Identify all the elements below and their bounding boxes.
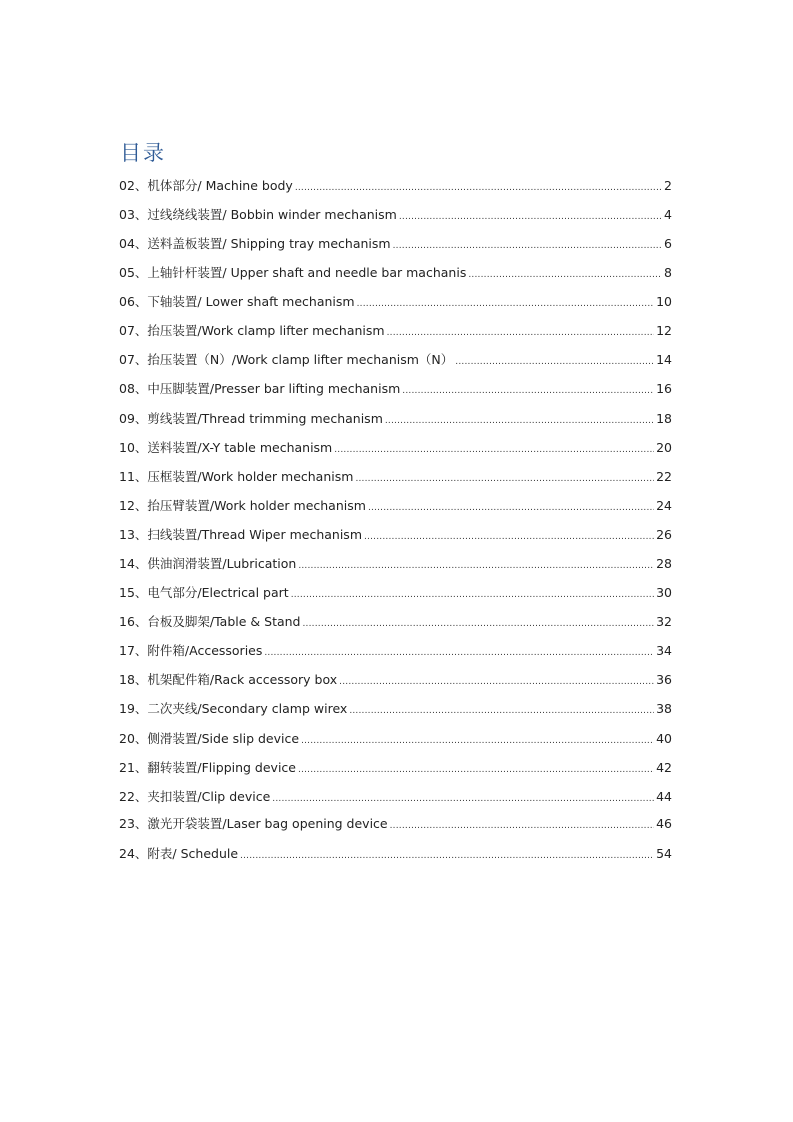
- toc-page-number: 14: [656, 352, 672, 367]
- toc-entry-label: 20、侧滑装置/Side slip device: [119, 731, 300, 746]
- toc-page-number: 28: [656, 556, 672, 571]
- toc-entry-label: 16、台板及脚架/Table & Stand: [119, 614, 301, 629]
- toc-entry-label: 18、机架配件箱/Rack accessory box: [119, 672, 338, 687]
- toc-page-number: 4: [664, 207, 672, 222]
- toc-entry-label: 21、翻转装置/Flipping device: [119, 760, 296, 775]
- toc-page-number: 42: [656, 760, 672, 775]
- toc-entry-rack-accessory-box[interactable]: [119, 670, 672, 690]
- toc-entry-label: 17、附件箱/Accessories: [119, 643, 263, 658]
- toc-entry-label: 04、送料盖板装置/ Shipping tray mechanism: [119, 236, 391, 251]
- toc-entry-thread-wiper[interactable]: [119, 525, 672, 545]
- toc-page-number: 18: [656, 411, 672, 426]
- toc-dot-leader: [295, 178, 662, 198]
- toc-dot-leader: [301, 731, 654, 751]
- toc-entry-secondary-clamp[interactable]: [119, 699, 672, 719]
- toc-dot-leader: [334, 440, 654, 460]
- toc-entry-schedule[interactable]: [119, 844, 672, 864]
- toc-dot-leader: [387, 323, 655, 343]
- toc-page-number: 12: [656, 323, 672, 338]
- toc-entry-label: 11、压框装置/Work holder mechanism: [119, 469, 354, 484]
- toc-entry-label: 12、抬压臂装置/Work holder mechanism: [119, 498, 366, 513]
- toc-page-number: 54: [656, 846, 672, 861]
- toc-entry-work-holder[interactable]: [119, 467, 672, 487]
- toc-dot-leader: [399, 207, 662, 227]
- toc-dot-leader: [393, 236, 662, 256]
- toc-dot-leader: [390, 816, 654, 836]
- toc-entry-label: 08、中压脚装置/Presser bar lifting mechanism: [119, 381, 401, 396]
- toc-entry-label: 23、激光开袋装置/Laser bag opening device: [119, 816, 388, 831]
- toc-dot-leader: [349, 701, 654, 721]
- toc-dot-leader: [455, 352, 654, 372]
- toc-entry-label: 10、送料装置/X-Y table mechanism: [119, 440, 333, 455]
- toc-page-number: 40: [656, 731, 672, 746]
- toc-entry-side-slip[interactable]: [119, 729, 672, 749]
- toc-entry-upper-shaft[interactable]: [119, 263, 672, 283]
- toc-entry-label: 24、附表/ Schedule: [119, 846, 239, 861]
- toc-dot-leader: [357, 294, 655, 314]
- toc-dot-leader: [468, 265, 662, 285]
- toc-entry-work-clamp-lifter[interactable]: [119, 321, 672, 341]
- toc-entry-label: 13、扫线装置/Thread Wiper mechanism: [119, 527, 362, 542]
- toc-page-number: 26: [656, 527, 672, 542]
- toc-entry-label: 15、电气部分/Electrical part: [119, 585, 289, 600]
- toc-entry-electrical-part[interactable]: [119, 583, 672, 603]
- toc-entry-label: 19、二次夹线/Secondary clamp wirex: [119, 701, 348, 716]
- toc-entry-label: 07、抬压装置（N）/Work clamp lifter mechanism（N）: [119, 352, 454, 367]
- toc-entry-label: 02、机体部分/ Machine body: [119, 178, 293, 193]
- toc-entry-clip-device[interactable]: [119, 787, 672, 807]
- toc-entry-label: 06、下轴装置/ Lower shaft mechanism: [119, 294, 355, 309]
- toc-entry-shipping-tray[interactable]: [119, 234, 672, 254]
- toc-dot-leader: [291, 585, 654, 605]
- toc-dot-leader: [272, 789, 654, 809]
- toc-page-number: 20: [656, 440, 672, 455]
- toc-page-number: 36: [656, 672, 672, 687]
- toc-dot-leader: [240, 846, 654, 866]
- toc-dot-leader: [355, 469, 654, 489]
- toc-entry-accessories[interactable]: [119, 641, 672, 661]
- toc-entry-work-holder-arm[interactable]: [119, 496, 672, 516]
- toc-entry-lubrication[interactable]: [119, 554, 672, 574]
- toc-page-number: 30: [656, 585, 672, 600]
- toc-entry-bobbin-winder[interactable]: [119, 205, 672, 225]
- toc-entry-flipping-device[interactable]: [119, 758, 672, 778]
- toc-entry-table-stand[interactable]: [119, 612, 672, 632]
- toc-page-number: 22: [656, 469, 672, 484]
- toc-entry-laser-bag-opening[interactable]: [119, 814, 672, 834]
- toc-page-number: 32: [656, 614, 672, 629]
- toc-dot-leader: [402, 381, 654, 401]
- toc-dot-leader: [264, 643, 654, 663]
- toc-page-number: 16: [656, 381, 672, 396]
- toc-entry-label: 05、上轴针杆装置/ Upper shaft and needle bar machanis: [119, 265, 467, 280]
- toc-page-number: 10: [656, 294, 672, 309]
- toc-page-number: 34: [656, 643, 672, 658]
- toc-entry-label: 03、过线绕线装置/ Bobbin winder mechanism: [119, 207, 397, 222]
- toc-entry-lower-shaft[interactable]: [119, 292, 672, 312]
- toc-entry-xy-table[interactable]: [119, 438, 672, 458]
- toc-title: 目录: [120, 141, 166, 165]
- toc-entry-presser-bar[interactable]: [119, 379, 672, 399]
- toc-dot-leader: [368, 498, 654, 518]
- toc-entry-label: 14、供油润滑装置/Lubrication: [119, 556, 297, 571]
- toc-dot-leader: [339, 672, 654, 692]
- toc-page-number: 2: [664, 178, 672, 193]
- toc-page-number: 44: [656, 789, 672, 804]
- toc-dot-leader: [385, 411, 654, 431]
- toc-entry-thread-trimming[interactable]: [119, 409, 672, 429]
- toc-entry-machine-body[interactable]: [119, 176, 672, 196]
- toc-entry-label: 22、夹扣装置/Clip device: [119, 789, 271, 804]
- toc-page-number: 38: [656, 701, 672, 716]
- toc-entry-label: 07、抬压装置/Work clamp lifter mechanism: [119, 323, 385, 338]
- toc-dot-leader: [298, 556, 654, 576]
- toc-page-number: 24: [656, 498, 672, 513]
- toc-page-number: 46: [656, 816, 672, 831]
- toc-page-number: 8: [664, 265, 672, 280]
- toc-page-number: 6: [664, 236, 672, 251]
- toc-dot-leader: [303, 614, 655, 634]
- toc-dot-leader: [298, 760, 654, 780]
- toc-entry-label: 09、剪线装置/Thread trimming mechanism: [119, 411, 383, 426]
- toc-dot-leader: [364, 527, 654, 547]
- toc-entry-work-clamp-lifter-n[interactable]: [119, 350, 672, 370]
